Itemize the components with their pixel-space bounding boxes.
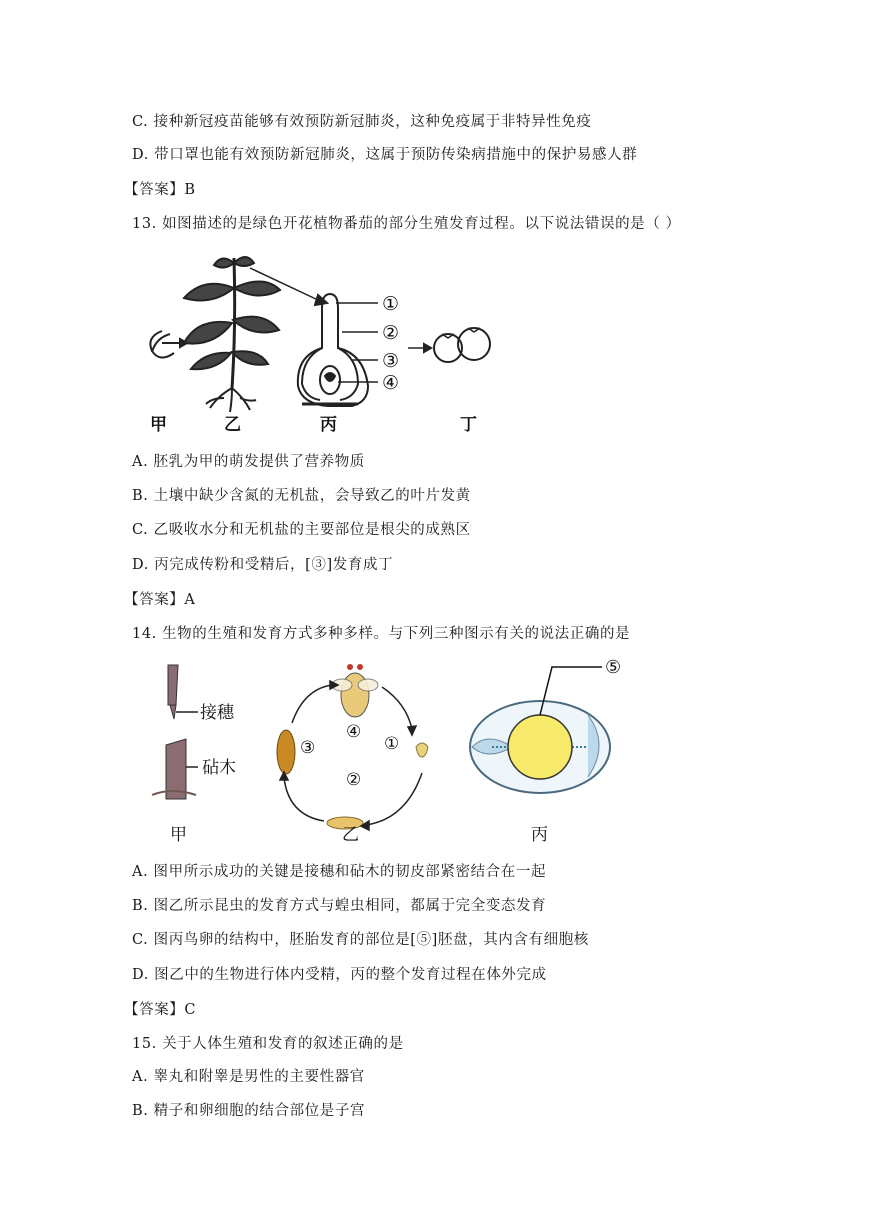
fig13-label-yi: 乙 [224,415,241,435]
q12-option-d: D. 带口罩也能有效预防新冠肺炎，这属于预防传染病措施中的保护易感人群 [132,147,638,163]
q14-option-d: D. 图乙中的生物进行体内受精，丙的整个发育过程在体外完成 [132,967,547,983]
marker-2: ② [382,322,400,344]
marker-3: ③ [382,350,400,372]
cycle-marker-4: ④ [346,722,362,742]
q15-option-b: B. 精子和卵细胞的结合部位是子宫 [132,1103,366,1119]
cycle-marker-1: ① [384,734,400,754]
q13-stem: 13. 如图描述的是绿色开花植物番茄的部分生殖发育过程。以下说法错误的是（ ） [132,216,681,232]
q13-option-d: D. 丙完成传粉和受精后，[③]发育成丁 [132,557,394,573]
pistil-icon [298,294,368,406]
fig14-label-bing: 丙 [531,825,548,845]
egg-icon [470,667,610,793]
q13-option-c: C. 乙吸收水分和无机盐的主要部位是根尖的成熟区 [132,522,471,538]
q12-option-c: C. 接种新冠疫苗能够有效预防新冠肺炎，这种免疫属于非特异性免疫 [132,114,592,130]
q14-option-c: C. 图丙鸟卵的结构中，胚胎发育的部位是[⑤]胚盘，其内含有细胞核 [132,932,589,948]
q14-option-b: B. 图乙所示昆虫的发育方式与蝗虫相同，都属于完全变态发育 [132,898,547,914]
stock-label: 砧木 [202,758,236,778]
grafting-icon [152,665,198,799]
q15-stem: 15. 关于人体生殖和发育的叙述正确的是 [132,1036,404,1052]
fig14-label-jia: 甲 [170,825,187,845]
cycle-marker-3: ③ [300,738,316,758]
q14-stem: 14. 生物的生殖和发育方式多种多样。与下列三种图示有关的说法正确的是 [132,626,631,642]
seed-icon [150,331,174,358]
q12-answer: 【答案】B [124,182,196,198]
marker-4: ④ [382,372,400,394]
cycle-marker-2: ② [346,770,362,790]
marker-1: ① [382,293,400,315]
q14-answer: 【答案】C [124,1002,197,1018]
q13-figure [132,248,512,436]
fig13-label-jia: 甲 [150,415,167,435]
fig13-label-bing: 丙 [320,415,337,435]
q15-option-a: A. 睾丸和附睾是男性的主要性器官 [132,1069,365,1085]
fig14-label-yi: 乙 [342,825,359,845]
q14-figure [140,655,640,845]
q13-answer: 【答案】A [124,592,196,608]
q13-option-a: A. 胚乳为甲的萌发提供了营养物质 [132,454,365,470]
scion-label: 接穗 [200,703,234,723]
q14-option-a: A. 图甲所示成功的关键是接穗和砧木的韧皮部紧密结合在一起 [132,864,547,880]
egg-marker-5: ⑤ [605,657,622,678]
q13-option-b: B. 土壤中缺少含氮的无机盐，会导致乙的叶片发黄 [132,488,471,504]
fig13-label-ding: 丁 [460,415,477,435]
